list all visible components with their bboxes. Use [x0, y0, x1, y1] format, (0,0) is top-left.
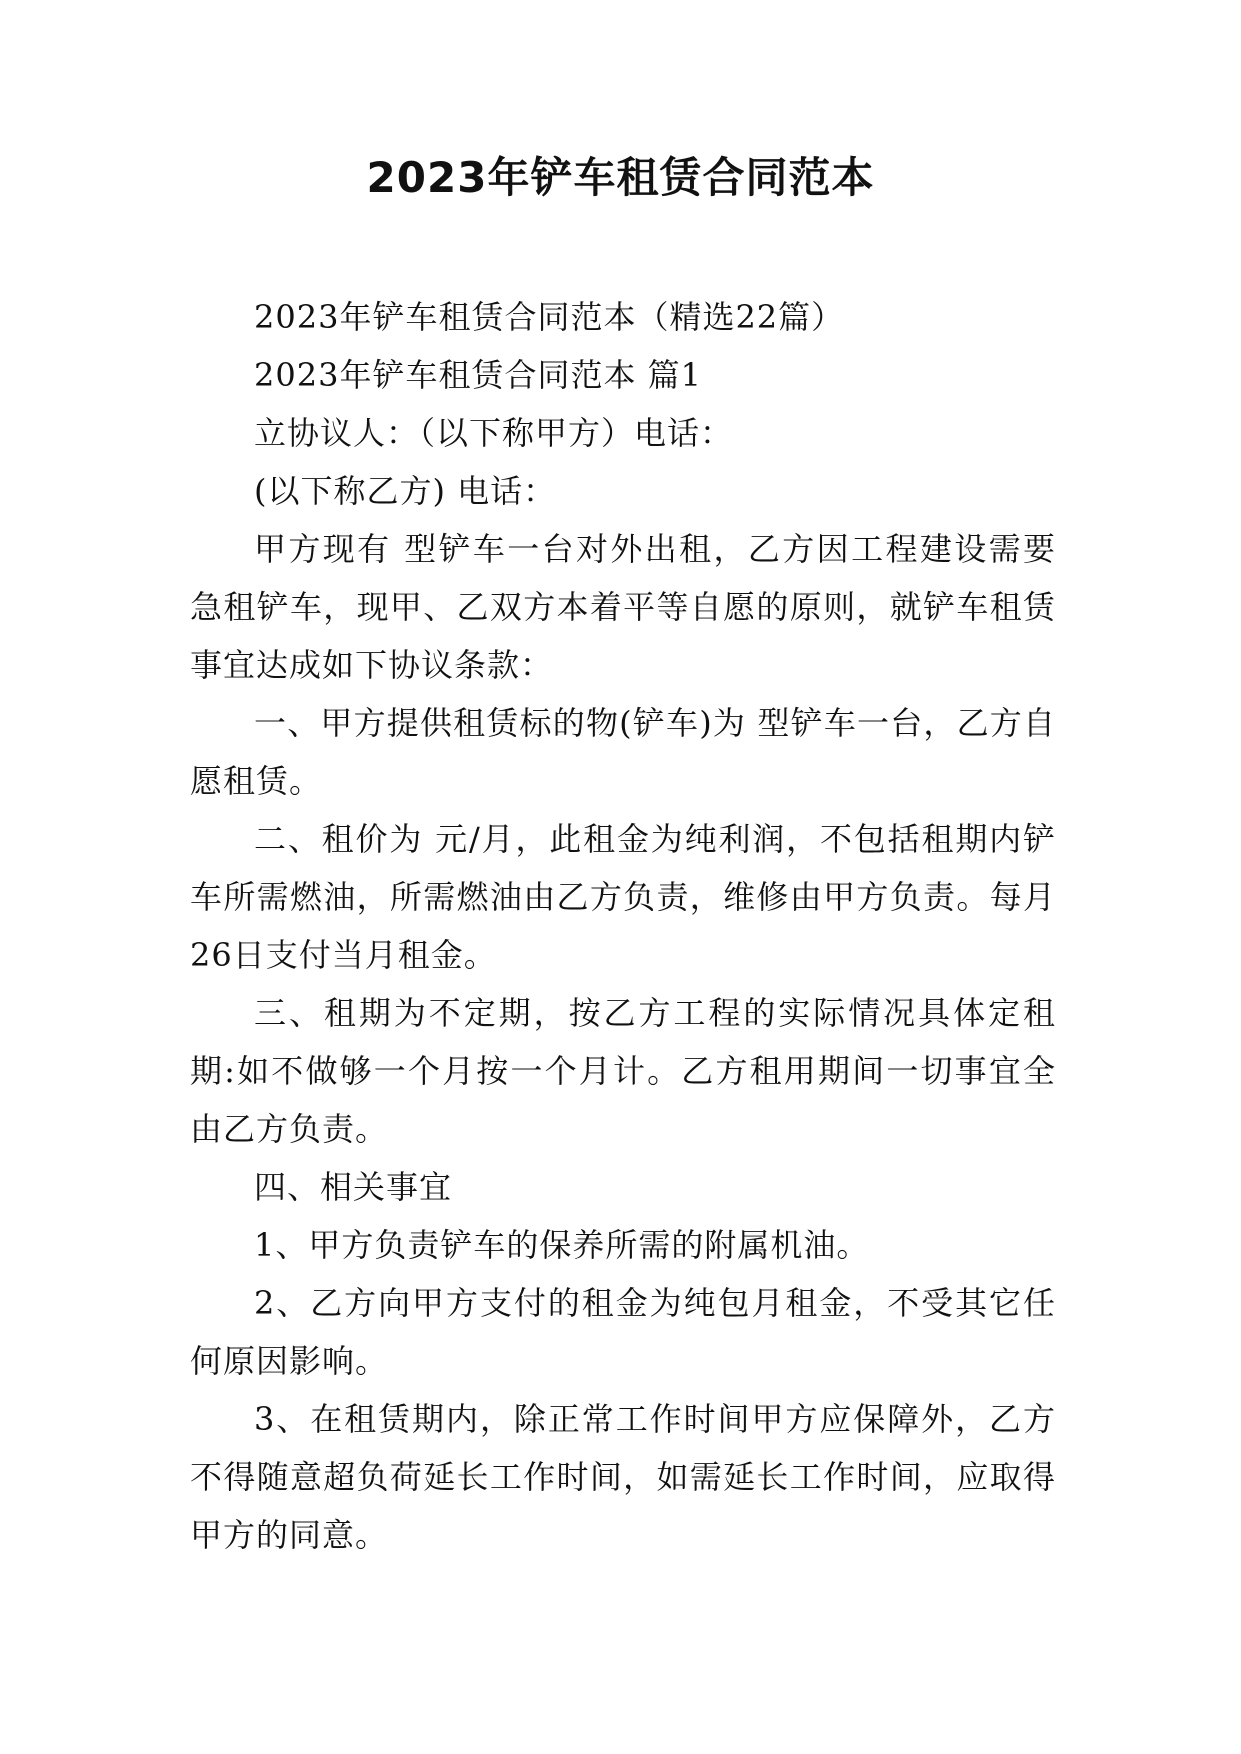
- paragraph-item-3: 3、在租赁期内，除正常工作时间甲方应保障外，乙方不得随意超负荷延长工作时间，如需延长工作时间，应取得甲方的同意。: [190, 1400, 1056, 1554]
- paragraph-intro: 甲方现有 型铲车一台对外出租，乙方因工程建设需要急租铲车，现甲、乙双方本着平等自愿的原则，就铲车租赁事宜达成如下协议条款：: [190, 530, 1056, 684]
- paragraph-item-2: 2、乙方向甲方支付的租金为纯包月租金，不受其它任何原因影响。: [190, 1284, 1056, 1380]
- paragraph-section-heading: 2023年铲车租赁合同范本 篇1: [254, 356, 702, 394]
- document-body: [190, 288, 1056, 1564]
- paragraph-clause-4: 四、相关事宜: [254, 1168, 453, 1206]
- paragraph-clause-2: 二、租价为 元/月，此租金为纯利润，不包括租期内铲车所需燃油，所需燃油由乙方负责，维修由甲方负责。每月26日支付当月租金。: [190, 820, 1056, 974]
- paragraph-item-1: 1、甲方负责铲车的保养所需的附属机油。: [254, 1226, 870, 1264]
- paragraph-party-a: 立协议人：（以下称甲方）电话：: [254, 414, 734, 452]
- paragraph-clause-3: 三、租期为不定期，按乙方工程的实际情况具体定租期:如不做够一个月按一个月计。乙方租用期间一切事宜全由乙方负责。: [190, 994, 1056, 1148]
- paragraph-clause-1: 一、甲方提供租赁标的物(铲车)为 型铲车一台，乙方自愿租赁。: [190, 704, 1056, 800]
- paragraph-party-b: (以下称乙方) 电话：: [254, 472, 557, 510]
- document-title: 2023年铲车租赁合同范本: [366, 153, 875, 202]
- paragraph-subtitle: 2023年铲车租赁合同范本（精选22篇）: [254, 298, 845, 336]
